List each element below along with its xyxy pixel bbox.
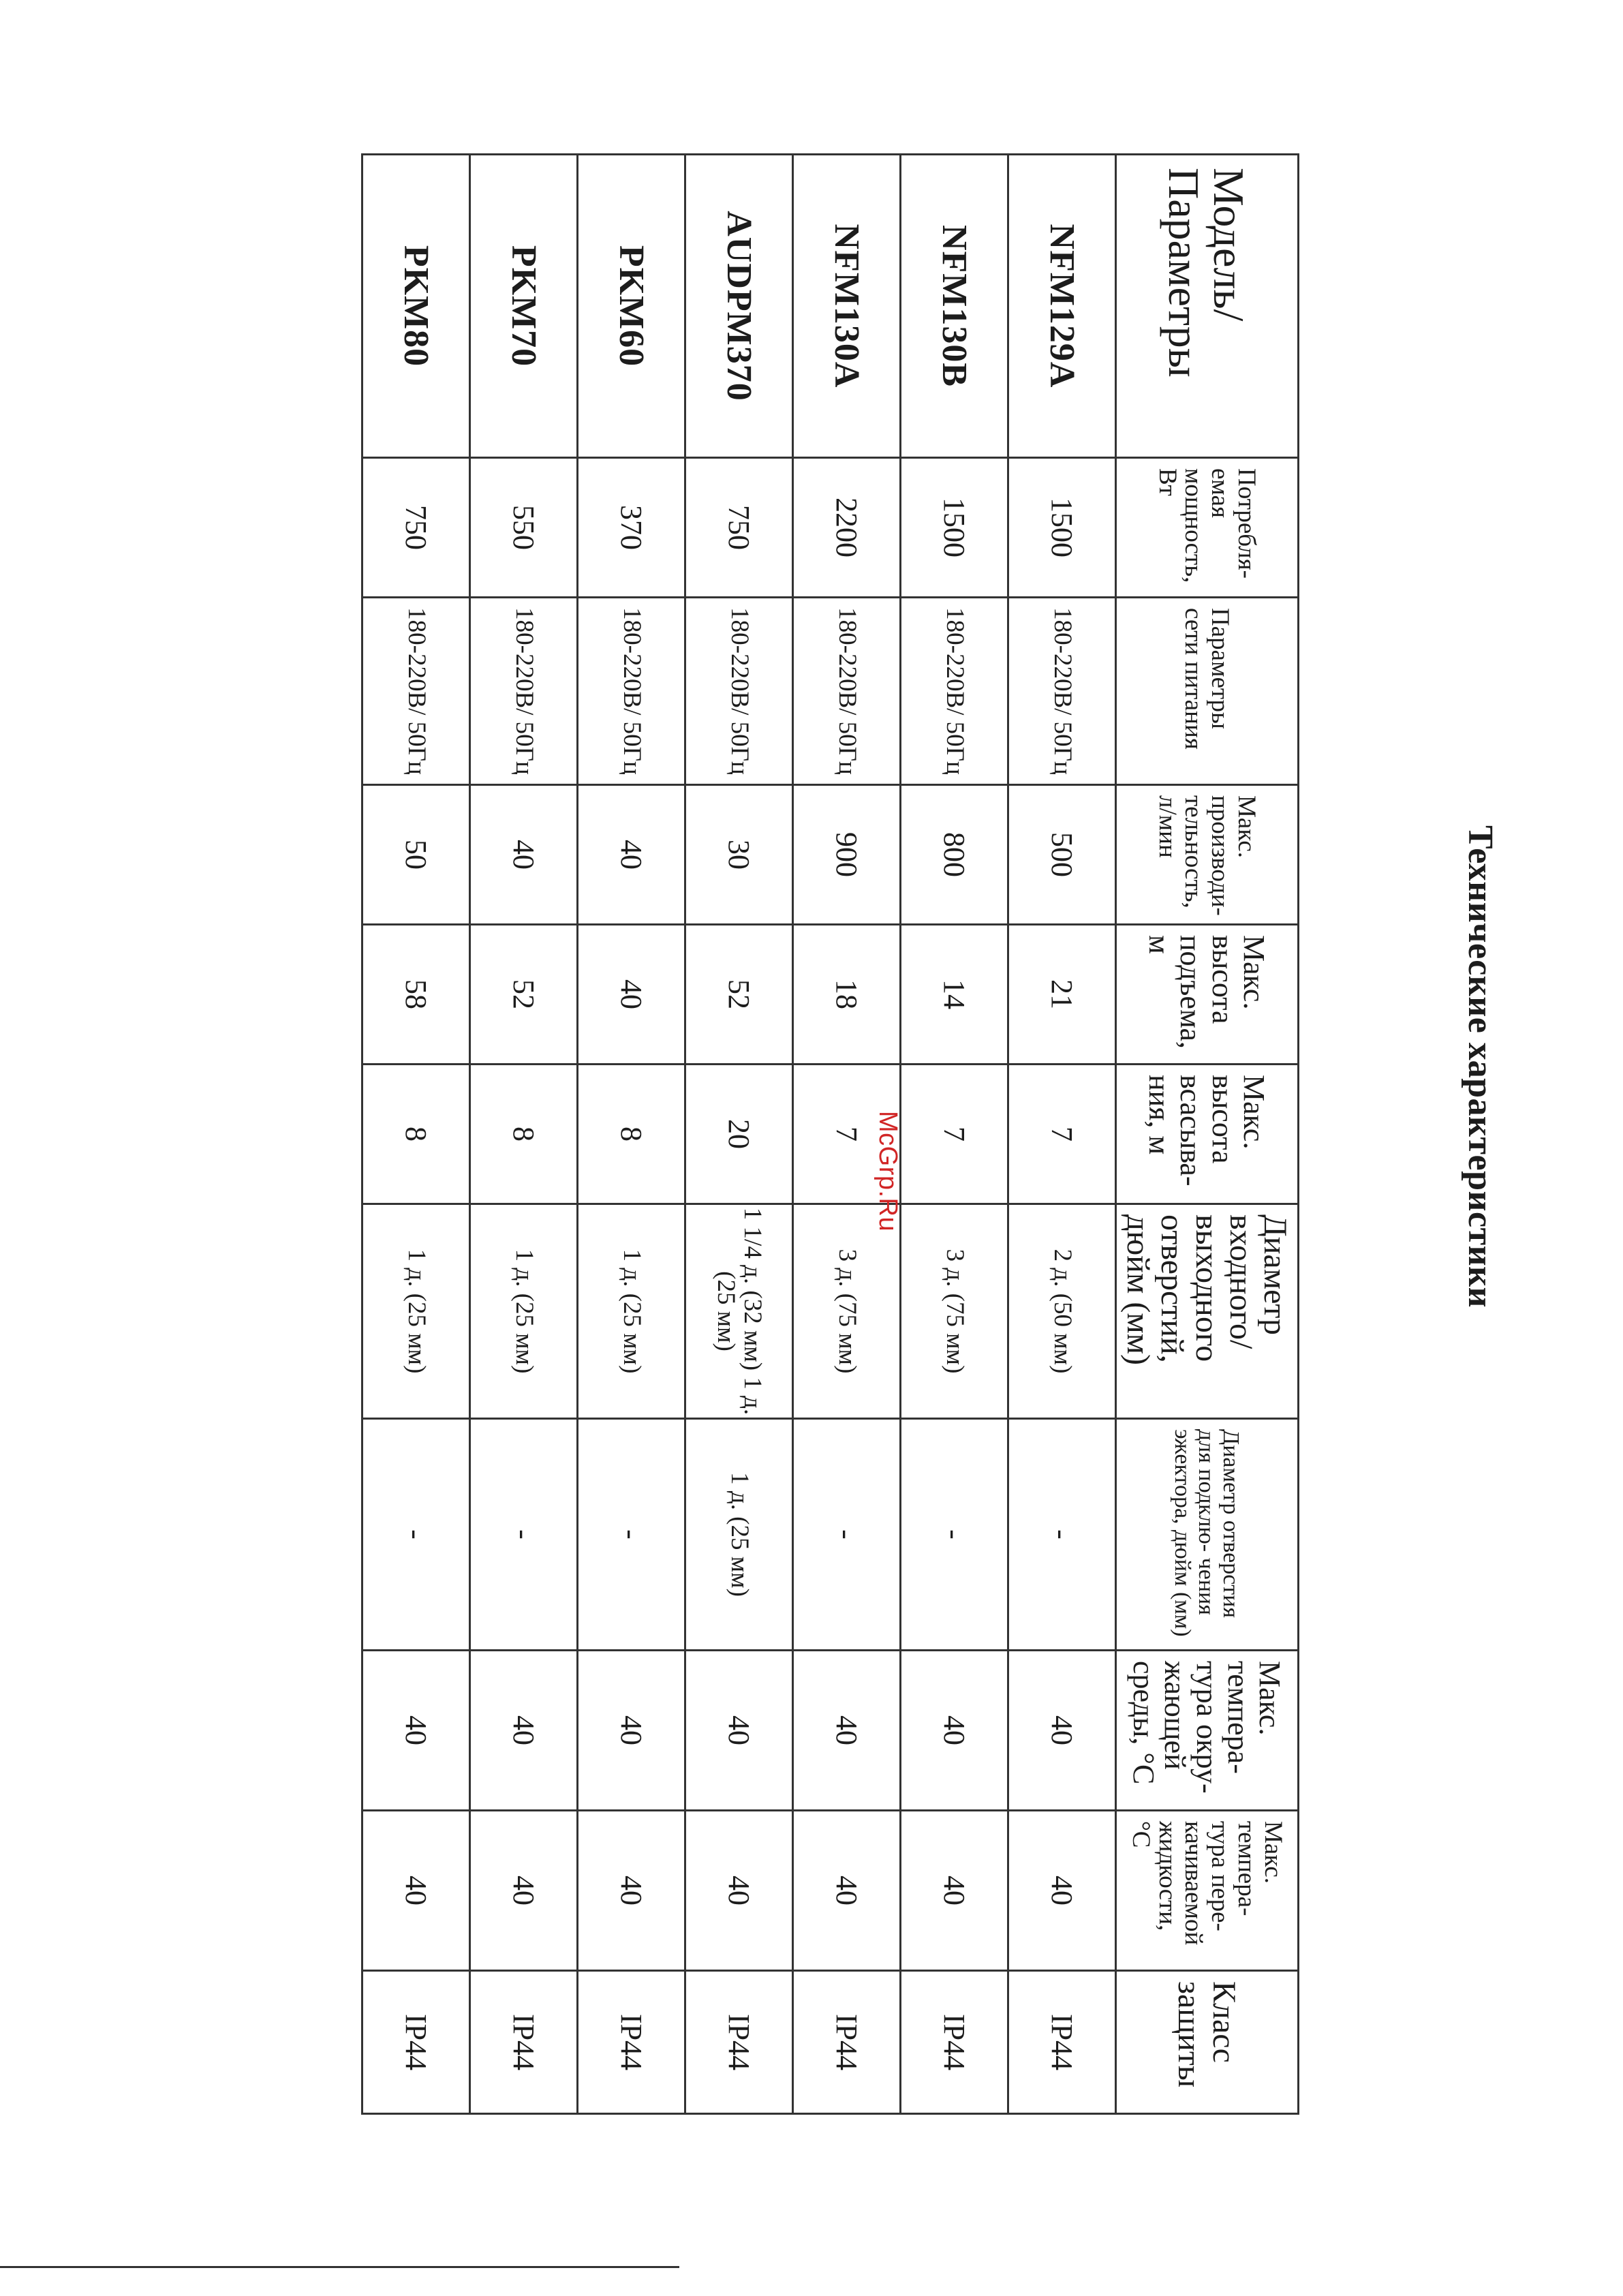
cell-liquid-temp: 40 [901,1811,1008,1971]
cell-power: 370 [578,458,685,598]
cell-model: PKM70 [470,155,578,458]
cell-ejector: - [1008,1419,1116,1651]
cell-inlet-outlet: 3 д. (75 мм) [901,1204,1008,1419]
header-row [1116,155,1299,2114]
cell-max-suction: 7 [1008,1065,1116,1204]
cell-power: 750 [362,458,470,598]
cell-ambient-temp: 40 [685,1651,793,1811]
spec-table [361,153,1299,2115]
cell-ambient-temp: 40 [578,1651,685,1811]
cell-power: 2200 [793,458,901,598]
header-liquid-temp: Макс. темпера- тура пере- качиваемой жидкости, °C [1116,1811,1299,1971]
cell-mains: 180-220В/ 50Гц [901,598,1008,785]
cell-max-suction: 7 [793,1065,901,1204]
cell-max-head: 18 [793,925,901,1065]
header-max-head: Макс. высота подъема, м [1116,925,1299,1065]
cell-protection: IP44 [1008,1971,1116,2114]
table-row [362,155,470,2114]
cell-mains: 180-220В/ 50Гц [470,598,578,785]
cell-max-head: 40 [578,925,685,1065]
header-mains: Параметры сети питания [1116,598,1299,785]
cell-liquid-temp: 40 [578,1811,685,1971]
cell-power: 750 [685,458,793,598]
cell-mains: 180-220В/ 50Гц [578,598,685,785]
cell-model: NFM129A [1008,155,1116,458]
cell-max-head: 52 [470,925,578,1065]
cell-inlet-outlet: 3 д. (75 мм) [793,1204,901,1419]
cell-max-suction: 8 [578,1065,685,1204]
table-row [470,155,578,2114]
cell-max-flow: 40 [578,785,685,925]
cell-liquid-temp: 40 [685,1811,793,1971]
table-header [1116,155,1299,2114]
cell-protection: IP44 [901,1971,1008,2114]
cell-mains: 180-220В/ 50Гц [685,598,793,785]
cell-protection: IP44 [578,1971,685,2114]
watermark: McGrp.Ru [874,1111,902,1232]
header-inlet-outlet-diameter: Диаметр входного/ выходного отверстий, дюйм (мм) [1116,1204,1299,1419]
cell-model: PKM80 [362,155,470,458]
cell-max-suction: 20 [685,1065,793,1204]
cell-liquid-temp: 40 [793,1811,901,1971]
cell-mains: 180-220В/ 50Гц [362,598,470,785]
cell-model: AUDPM370 [685,155,793,458]
cell-ambient-temp: 40 [470,1651,578,1811]
cell-ejector: - [901,1419,1008,1651]
cell-ambient-temp: 40 [901,1651,1008,1811]
cell-ambient-temp: 40 [1008,1651,1116,1811]
cell-ambient-temp: 40 [362,1651,470,1811]
header-model: Модель/ Параметры [1116,155,1299,458]
page-title: Технические характеристики [1461,825,1500,1308]
cell-protection: IP44 [470,1971,578,2114]
table-row [1008,155,1116,2114]
cell-max-flow: 40 [470,785,578,925]
cell-liquid-temp: 40 [1008,1811,1116,1971]
cell-max-head: 21 [1008,925,1116,1065]
cell-max-flow: 500 [1008,785,1116,925]
table-body [362,155,1116,2114]
cell-power: 1500 [1008,458,1116,598]
cell-max-flow: 900 [793,785,901,925]
cell-inlet-outlet: 2 д. (50 мм) [1008,1204,1116,1419]
cell-model: NFM130A [793,155,901,458]
header-ambient-temp: Макс. темпера- тура окру- жающей среды, °C [1116,1651,1299,1811]
cell-liquid-temp: 40 [362,1811,470,1971]
cell-inlet-outlet: 1 д. (25 мм) [362,1204,470,1419]
cell-max-head: 58 [362,925,470,1065]
header-max-suction: Макс. высота всасыва- ния, м [1116,1065,1299,1204]
cell-max-suction: 8 [362,1065,470,1204]
header-ejector-diameter: Диаметр отверстия для подклю- чения эжектора, дюйм (мм) [1116,1419,1299,1651]
cell-protection: IP44 [362,1971,470,2114]
cell-ejector: - [793,1419,901,1651]
cell-ejector: - [470,1419,578,1651]
table-row [901,155,1008,2114]
cell-ejector: - [578,1419,685,1651]
cell-ejector: - [362,1419,470,1651]
cell-model: NFM130B [901,155,1008,458]
table-row [578,155,685,2114]
header-power: Потребля- емая мощность, Вт [1116,458,1299,598]
cell-max-flow: 30 [685,785,793,925]
cell-inlet-outlet: 1 1/4 д. (32 мм) 1 д. (25 мм) [685,1204,793,1419]
cell-power: 550 [470,458,578,598]
cell-protection: IP44 [793,1971,901,2114]
header-max-flow: Макс. производи- тельность, л/мин [1116,785,1299,925]
cell-inlet-outlet: 1 д. (25 мм) [470,1204,578,1419]
cell-ejector: 1 д. (25 мм) [685,1419,793,1651]
cell-mains: 180-220В/ 50Гц [1008,598,1116,785]
cell-max-head: 14 [901,925,1008,1065]
cell-model: PKM60 [578,155,685,458]
cell-max-head: 52 [685,925,793,1065]
page-divider [0,2266,679,2268]
cell-protection: IP44 [685,1971,793,2114]
cell-max-suction: 7 [901,1065,1008,1204]
cell-power: 1500 [901,458,1008,598]
cell-ambient-temp: 40 [793,1651,901,1811]
cell-inlet-outlet: 1 д. (25 мм) [578,1204,685,1419]
header-protection-class: Класс защиты [1116,1971,1299,2114]
cell-max-flow: 50 [362,785,470,925]
cell-max-flow: 800 [901,785,1008,925]
cell-max-suction: 8 [470,1065,578,1204]
cell-liquid-temp: 40 [470,1811,578,1971]
cell-mains: 180-220В/ 50Гц [793,598,901,785]
table-row [685,155,793,2114]
